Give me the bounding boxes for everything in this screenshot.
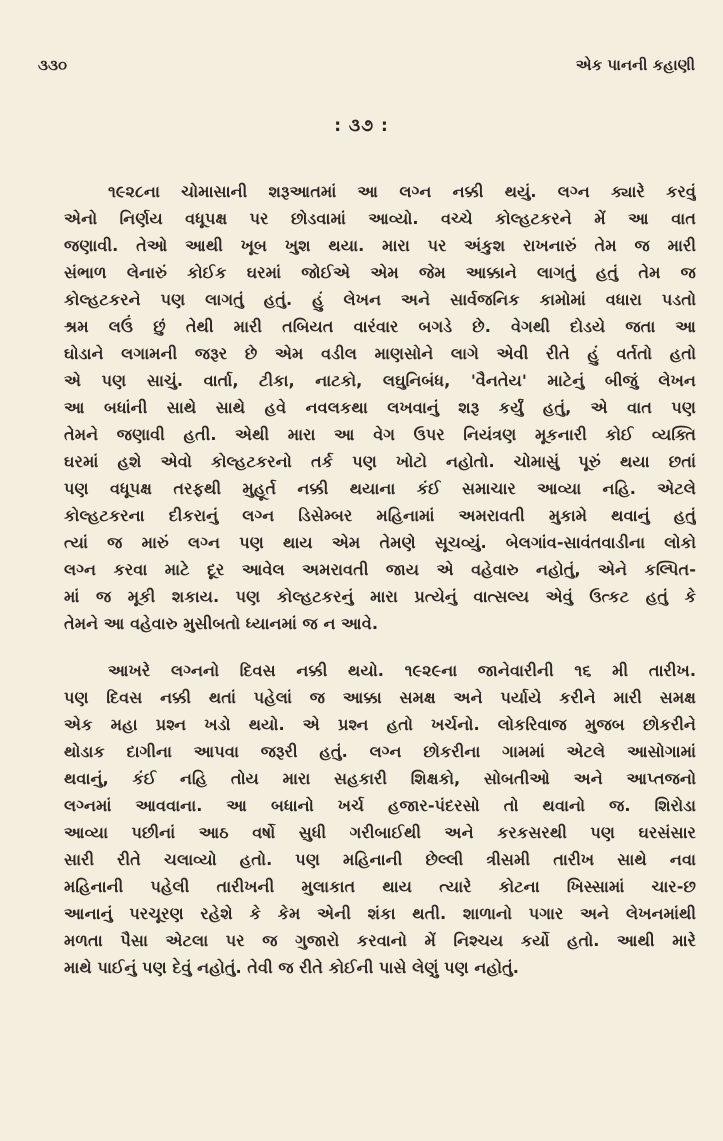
text-line: કોલ્હટકરના દીકરાનું લગ્ન ડિસેમ્બર મહિનામાં અમરાવતી મુકામે થવાનું હતું [64,506,696,525]
text-line: ૧૯૨૮ના ચોમાસાની શરૂઆતમાં આ લગ્ન નક્કી થયું. લગ્ન ક્યારે કરવું [108,182,696,201]
text-line: માં જ મૂકી શકાય. પણ કોલ્હટકરનું મારા પ્રત્યેનું વાત્સલ્ય એવું ઉત્કટ હતું કે [64,587,696,606]
paragraph [64,657,696,981]
text-line: આવ્યા પછીનાં આઠ વર્ષો સુધી ગરીબાઈથી અને કરકસરથી પણ ઘરસંસાર [64,823,696,842]
chapter-number: : ૩૭ : [334,116,389,136]
text-line: લગ્નમાં આવવાના. આ બધાનો ખર્ચ હજાર-પંદરસો તો થવાનો જ. શિરોડા [64,796,696,815]
body-text [64,178,696,981]
text-line: આનાનું પરચૂરણ રહેશે કે કેમ એની શંકા થતી. શાળાનો પગાર અને લેખનમાંથી [64,904,696,923]
text-line: થોડાક દાગીના આપવા જરૂરી હતું. લગ્ન છોકરીના ગામમાં એટલે આસોગામાં [64,742,696,761]
text-line: પણ વધૂપક્ષ તરફથી મુહૂર્ત નક્કી થયાના કંઈ સમાચાર આવ્યા નહિ. એટલે [64,479,696,498]
text-line: એનો નિર્ણય વધૂપક્ષ પર છોડવામાં આવ્યો. વચ્ચે કોલ્હટકરને મેં આ વાત [64,209,696,228]
text-line: તેમને જણાવી હતી. એથી મારા આ વેગ ઉપર નિયંત્રણ મૂકનારી કોઈ વ્યક્તિ [64,425,696,444]
text-line: ઘોડાને લગામની જરૂર છે એમ વડીલ માણસોને લાગે એવી રીતે હું વર્તતો હતો [64,344,696,363]
text-line: આખરે લગ્નનો દિવસ નક્કી થયો. ૧૯૨૯ના જાનેવારીની ૧૬ મી તારીખ. [108,661,696,680]
text-line: એક મહા પ્રશ્ન ખડો થયો. એ પ્રશ્ન હતો ખર્ચનો. લોકરિવાજ મુજબ છોકરીને [64,715,696,734]
text-line: પણ દિવસ નક્કી થતાં પહેલાં જ આક્કા સમક્ષ અને પર્યાયે કરીને મારી સમક્ષ [64,688,696,707]
text-line: માથે પાઈનું પણ દેવું નહોતું. તેવી જ રીતે કોઈની પાસે લેણું પણ નહોતું. [64,958,519,977]
paragraph [64,178,696,637]
text-line: સારી રીતે ચલાવ્યો હતો. પણ મહિનાની છેલ્લી ત્રીસમી તારીખ સાથે નવા [64,850,696,869]
text-line: મહિનાની પહેલી તારીખની મુલાકાત થાય ત્યારે કોટના ખિસ્સામાં ચાર-છ [64,877,696,896]
text-line: કોલ્હટકરને પણ લાગતું હતું. હું લેખન અને સાર્વજનિક કામોમાં વધારા પડતો [64,290,696,309]
text-line: સંભાળ લેનારું કોઈક ઘરમાં જોઈએ એમ જેમ આક્કાને લાગતું હતું તેમ જ [64,263,696,282]
text-line: મળતા પૈસા એટલા પર જ ગુજારો કરવાનો મેં નિશ્ચય કર્યો હતો. આથી મારે [64,931,696,950]
text-line: લગ્ન કરવા માટે દૂર આવેલ અમરાવતી જાય એ વહેવારુ નહોતું, એને કલ્પિત- [64,560,696,579]
paragraph-gap [64,637,696,657]
book-title: એક પાનની કહાણી [575,56,695,74]
text-line: થવાનું, કંઈ નહિ તોય મારા સહકારી શિક્ષકો, સોબતીઓ અને આપ્તજનો [64,769,696,788]
text-line: ઘરમાં હશે એવો કોલ્હટકરનો તર્ક પણ ખોટો નહોતો. ચોમાસું પૂરું થયા છતાં [64,452,696,471]
running-header [38,52,695,78]
page-number: ૩૩૦ [38,56,68,74]
text-line: જણાવી. તેઓ આથી ખૂબ ખુશ થયા. મારા પર અંકુશ રાખનારું તેમ જ મારી [64,236,696,255]
text-line: તેમને આ વહેવારુ મુસીબતો ધ્યાનમાં જ ન આવે. [64,614,379,633]
text-line: શ્રમ લઉં છું તેથી મારી તબિયત વારંવાર બગડે છે. વેગથી દોડયે જતા આ [64,317,696,336]
text-line: ત્યાં જ મારું લગ્ન પણ થાય એમ તેમણે સૂચવ્યું. બેલગાંવ-સાવંતવાડીના લોકો [64,533,696,552]
text-line: આ બધાંની સાથે સાથે હવે નવલકથા લખવાનું શરૂ કર્યું હતું, એ વાત પણ [64,398,696,417]
text-line: એ પણ સાચું. વાર્તા, ટીકા, નાટકો, લઘુનિબંધ, 'વૈનતેય' માટેનું બીજું લેખન [64,371,696,390]
